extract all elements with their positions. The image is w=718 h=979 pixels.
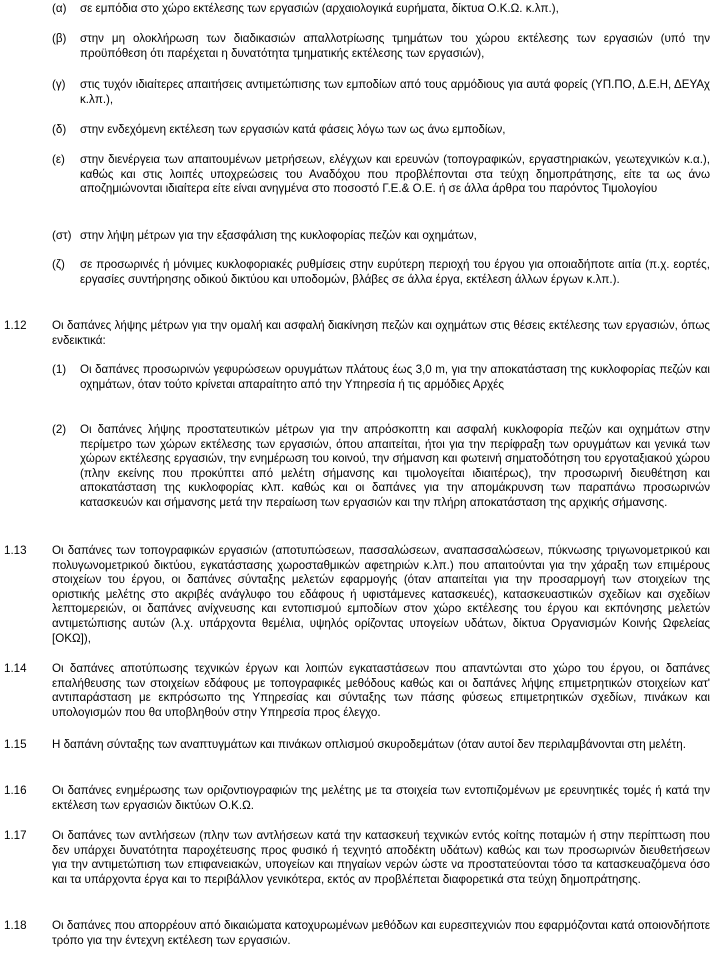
item-text: στην μη ολοκλήρωση των διαδικασιών απαλλοτρίωσης τμημάτων του χώρου εκτέλεσης των εργασιών (υπό την προϋπόθεση ότι παρέχεται η δυνατότητα τμηματικής εκτέλεσης των εργασιών), xyxy=(80,32,710,60)
section-text: Οι δαπάνες ενημέρωσης των οριζοντιογραφιών της μελέτης με τα στοιχεία των εντοπιζομένων με ερευνητικές τομές ή κατά την εκτέλεση των εργασιών δικτύων Ο.Κ.Ω. xyxy=(52,784,710,812)
section-number: 1.15 xyxy=(4,738,27,751)
section-1-13 xyxy=(0,544,710,646)
section-number: 1.12 xyxy=(4,319,27,332)
list-item xyxy=(0,258,710,287)
section-1-12 xyxy=(0,319,710,348)
item-label: (ε) xyxy=(52,153,65,166)
item-text: σε προσωρινές ή μόνιμες κυκλοφοριακές ρυθμίσεις στην ευρύτερη περιοχή του έργου για οποιαδήποτε αιτία (π.χ. εορτές, εργασίες συντήρησης οδικού δικτύου και υποδομών, βλάβες σε άλλα έργα, εκτέλεση άλλων έργων κ.λπ.). xyxy=(80,258,710,286)
item-label: (γ) xyxy=(52,78,66,91)
item-label: (α) xyxy=(52,2,67,15)
list-item xyxy=(0,2,710,17)
section-1-18 xyxy=(0,919,710,948)
section-1-14 xyxy=(0,662,710,720)
item-text: σε εμπόδια στο χώρο εκτέλεσης των εργασιών (αρχαιολογικά ευρήματα, δίκτυα Ο.Κ.Ω. κ.λπ.), xyxy=(80,2,559,15)
item-text: στην ενδεχόμενη εκτέλεση των εργασιών κατά φάσεις λόγω των ως άνω εμποδίων, xyxy=(80,123,506,136)
section-number: 1.18 xyxy=(4,919,27,932)
item-text: στην λήψη μέτρων για την εξασφάλιση της κυκλοφορίας πεζών και οχημάτων, xyxy=(80,229,477,242)
section-text: Οι δαπάνες λήψης μέτρων για την ομαλή και ασφαλή διακίνηση πεζών και οχημάτων στις θέσεις εκτέλεσης των εργασιών, όπως ενδεικτικά: xyxy=(52,319,710,347)
section-text: Οι δαπάνες των τοπογραφικών εργασιών (αποτυπώσεων, πασσαλώσεων, αναπασσαλώσεων, πύκνωσης τριγωνομετρικού και πολυγωνομετρικού δικτύου, εγκατάστασης χωροσταθμικών αφετηριών κ.λπ.) που απαιτούνται για την χάραξη των επιμέρους στοιχείων του έργου, οι δαπάνες σύνταξης μελετών εφαρμογής (όταν απαιτείται για την προσαρμογή των στοιχείων της οριστικής μελέτης στο ακριβές ανάγλυφο του εδάφους ή υφιστάμενες κατασκευές), κατασκευαστικών σχεδίων και σχεδίων λεπτομερειών, οι δαπάνες ανίχνευσης και εντοπισμού εμποδίων στον χώρο εκτέλεσης του έργου και εκπόνησης μελετών αντιμετώπισης αυτών (λ.χ. υπάρχοντα θεμέλια, υψηλός ορίζοντας υπογείων υδάτων, δίκτυα Οργανισμών Κοινής Ωφελείας [ΟΚΩ]), xyxy=(52,544,710,645)
item-label: (δ) xyxy=(52,123,67,136)
list-item xyxy=(0,78,710,107)
section-number: 1.16 xyxy=(4,784,27,797)
item-text: στην διενέργεια των απαιτουμένων μετρήσεων, ελέγχων και ερευνών (τοπογραφικών, εργαστηριακών, γεωτεχνικών κ.α.), καθώς και στις λοιπές υποχρεώσεις του Αναδόχου που προβλέπονται στα τεύχη δημοπράτησης, είτε τα ως άνω αποζημιώνονται ιδιαίτερα είτε είναι ανηγμένα στο ποσοστό Γ.Ε.& Ο.Ε. ή σε άλλα άρθρα του παρόντος Τιμολογίου xyxy=(80,153,710,196)
section-1-17 xyxy=(0,829,710,887)
section-text: Οι δαπάνες αποτύπωσης τεχνικών έργων και λοιπών εγκαταστάσεων που απαντώνται στο χώρο του έργου, οι δαπάνες επαλήθευσης των στοιχείων εδάφους με τοπογραφικές μεθόδους καθώς και οι δαπάνες λήψης επιμετρητικών στοιχείων κατ' αντιπαράσταση με εκπρόσωπο της Υπηρεσίας και σύνταξης των πάσης φύσεως επιμετρητικών σχεδίων, πινάκων και υπολογισμών που θα υποβληθούν στην Υπηρεσία προς έλεγχο. xyxy=(52,662,710,719)
item-label: (ζ) xyxy=(52,258,65,271)
list-item xyxy=(0,229,710,244)
section-1-16 xyxy=(0,784,710,813)
item-label: (στ) xyxy=(52,229,72,242)
section-1-15 xyxy=(0,738,710,753)
item-label: (β) xyxy=(52,32,67,45)
item-label: (1) xyxy=(52,363,67,376)
section-text: Οι δαπάνες των αντλήσεων (πλην των αντλήσεων κατά την κατασκευή τεχνικών εντός κοίτης ποταμών ή στην περίπτωση που δεν υπάρχει δυνατότητα παροχέτευσης προς φυσικό ή τεχνητό αποδέκτη υδάτων) καθώς και των προσωρινών διευθετήσεων για την αντιμετώπιση των επιφανειακών, υπογείων και πηγαίων νερών ώστε να προστατεύονται τόσο τα κατασκευαζόμενα όσο και τα υπάρχοντα έργα και το περιβάλλον γενικότερα, εκτός αν προβλέπεται διαφορετικά στα τεύχη δημοπράτησης. xyxy=(52,829,710,886)
section-text: Η δαπάνη σύνταξης των αναπτυγμάτων και πινάκων οπλισμού σκυροδεμάτων (όταν αυτοί δεν περιλαμβάνονται στη μελέτη. xyxy=(52,738,686,751)
item-text: Οι δαπάνες προσωρινών γεφυρώσεων ορυγμάτων πλάτους έως 3,0 m, για την αποκατάσταση της κυκλοφορίας πεζών και οχημάτων, όταν τούτο κρίνεται απαραίτητο από την Υπηρεσία ή τις αρμόδιες Αρχές xyxy=(80,363,710,391)
section-number: 1.13 xyxy=(4,544,27,557)
list-item xyxy=(0,153,710,197)
section-number: 1.17 xyxy=(4,829,27,842)
section-number: 1.14 xyxy=(4,662,27,675)
item-label: (2) xyxy=(52,423,67,436)
item-text: Οι δαπάνες λήψης προστατευτικών μέτρων για την απρόσκοπτη και ασφαλή κυκλοφορία πεζών και οχημάτων στην περίμετρο των χώρων εκτέλεσης των εργασιών, όπου απαιτείται, ήτοι για την περίφραξη των ορυγμάτων και γενικά των χώρων εκτέλεσης εργασιών, την ενημέρωση του κοινού, την σήμανση και φωτεινή σηματοδότηση του εργοταξιακού χώρου (πλην εκείνης που προκύπτει από μελέτη σήμανσης και τιμολογείται ιδιαιτέρως), την προσωρινή διευθέτηση και αποκατάσταση της κυκλοφορίας κλπ. καθώς και οι δαπάνες για την απομάκρυνση των παραπάνω προσωρινών κατασκευών και σήμανσης μετά την περαίωση των εργασιών και την πλήρη αποκατάσταση της αρχικής σήμανσης. xyxy=(80,423,710,509)
list-item xyxy=(0,32,710,61)
list-item xyxy=(0,123,710,138)
list-item xyxy=(0,363,710,392)
item-text: στις τυχόν ιδιαίτερες απαιτήσεις αντιμετώπισης των εμποδίων από τους αρμόδιους για αυτά φορείς (ΥΠ.ΠΟ, Δ.Ε.Η, ΔΕΥΑχ κ.λπ.), xyxy=(80,78,710,106)
section-text: Οι δαπάνες που απορρέουν από δικαιώματα κατοχυρωμένων μεθόδων και ευρεσιτεχνιών που εφαρμόζονται κατά οποιονδήποτε τρόπο για την έντεχνη εκτέλεση των εργασιών. xyxy=(52,919,710,947)
list-item xyxy=(0,423,710,511)
